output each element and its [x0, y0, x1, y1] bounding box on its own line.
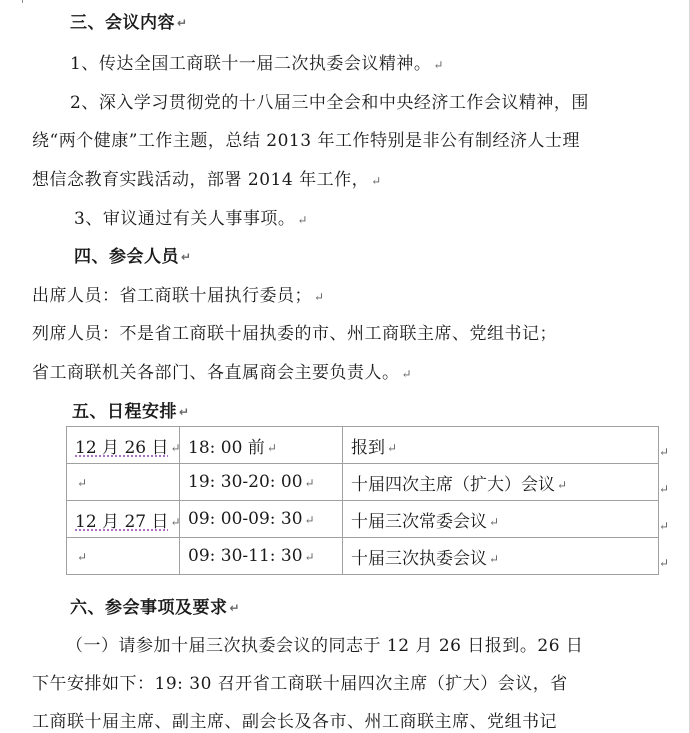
date-text: 12 月 27 日: [75, 511, 169, 532]
event-text: 十届三次执委会议: [351, 548, 487, 569]
paragraph: [74, 208, 308, 231]
table-row: [67, 538, 659, 575]
table-row: [67, 427, 659, 464]
event-text: 报到: [351, 437, 385, 458]
paragraph-continuation: [32, 673, 568, 695]
paragraph-mark-icon: ↵: [297, 212, 308, 227]
event-cell: [343, 538, 659, 575]
date-cell: [67, 538, 180, 575]
paragraph-mark-icon: ↵: [401, 366, 413, 381]
table-row: [67, 501, 659, 538]
heading-text: 四、参会人员: [74, 247, 179, 267]
cell-mark-icon: ↵: [266, 441, 277, 455]
event-cell: [343, 464, 659, 501]
date-cell: [67, 464, 180, 501]
event-cell: [343, 501, 659, 538]
paragraph-text: 1、传达全国工商联十一届二次执委会议精神。: [70, 54, 432, 74]
cell-mark-icon: ↵: [77, 549, 88, 564]
section-heading-requirements: [70, 597, 240, 619]
cell-mark-icon: ↵: [304, 475, 315, 490]
row-end-mark-icon: ↵: [659, 519, 670, 533]
paragraph-text: 出席人员：省工商联十届执行委员；: [32, 286, 312, 306]
heading-text: 三、会议内容: [70, 13, 175, 33]
paragraph-text: 工商联十届主席、副主席、副会长及各市、州工商联主席、党组书记: [32, 712, 557, 732]
paragraph-mark-icon: ↵: [433, 57, 444, 72]
schedule-table: [66, 426, 659, 575]
section-heading-schedule: [72, 401, 190, 423]
table-row: [67, 464, 659, 501]
time-cell: [180, 538, 343, 575]
paragraph-continuation: [32, 130, 580, 152]
paragraph: [70, 92, 589, 114]
paragraph: [32, 323, 557, 345]
paragraph-text: 绕“两个健康”工作主题，总结 2013 年工作特别是非公有制经济人士理: [32, 131, 580, 151]
time-text: 19: 30-20: 00: [188, 472, 303, 492]
heading-text: 六、参会事项及要求: [70, 598, 228, 618]
heading-text: 五、日程安排: [72, 402, 177, 422]
paragraph-mark-icon: ↵: [314, 289, 325, 304]
paragraph: [70, 53, 444, 76]
time-cell: [180, 464, 343, 501]
paragraph-continuation: [32, 711, 557, 733]
row-end-mark-icon: ↵: [659, 556, 670, 570]
paragraph-text: 想信念教育实践活动，部署 2014 年工作，: [32, 170, 370, 190]
cell-mark-icon: ↵: [77, 475, 88, 490]
paragraph-text: 下午安排如下：19: 30 召开省工商联十届四次主席（扩大）会议，省: [32, 674, 568, 694]
paragraph-mark-icon: ↵: [371, 173, 382, 188]
row-end-mark-icon: ↵: [659, 445, 670, 459]
paragraph: [66, 635, 583, 657]
event-text: 十届三次常委会议: [351, 511, 487, 532]
date-cell: [67, 501, 180, 538]
event-text: 十届四次主席（扩大）会议: [351, 474, 555, 495]
paragraph-text: 2、深入学习贯彻党的十八届三中全会和中央经济工作会议精神，围: [70, 93, 589, 113]
paragraph: [32, 285, 325, 308]
section-heading-meeting-content: [70, 12, 188, 34]
paragraph-mark-icon: ↵: [229, 601, 241, 615]
page-corner-mark: [22, 0, 31, 3]
cell-mark-icon: ↵: [387, 441, 398, 455]
paragraph-mark-icon: ↵: [179, 405, 190, 419]
time-cell: [180, 427, 343, 464]
paragraph-mark-icon: ↵: [181, 250, 192, 264]
paragraph-mark-icon: ↵: [177, 16, 188, 30]
date-text: 12 月 26 日: [75, 437, 169, 458]
cell-mark-icon: ↵: [489, 552, 500, 566]
time-text: 09: 00-09: 30: [188, 509, 303, 529]
cell-mark-icon: ↵: [170, 515, 181, 529]
paragraph-text: 省工商联机关各部门、各直属商会主要负责人。: [32, 363, 400, 383]
row-end-mark-icon: ↵: [659, 482, 670, 496]
section-heading-attendees: [74, 246, 192, 268]
time-text: 18: 00 前: [188, 437, 265, 458]
cell-mark-icon: ↵: [557, 478, 568, 492]
paragraph-text: 列席人员：不是省工商联十届执委的市、州工商联主席、党组书记；: [32, 324, 557, 344]
time-text: 09: 30-11: 30: [188, 546, 303, 566]
cell-mark-icon: ↵: [304, 512, 315, 527]
paragraph-continuation: [32, 362, 412, 385]
time-cell: [180, 501, 343, 538]
paragraph-continuation: [32, 169, 382, 192]
cell-mark-icon: ↵: [170, 441, 181, 455]
event-cell: [343, 427, 659, 464]
cell-mark-icon: ↵: [304, 549, 315, 564]
paragraph-text: 3、审议通过有关人事事项。: [74, 209, 296, 229]
cell-mark-icon: ↵: [489, 515, 500, 529]
paragraph-text: （一）请参加十届三次执委会议的同志于 12 月 26 日报到。26 日: [66, 636, 584, 656]
date-cell: [67, 427, 180, 464]
